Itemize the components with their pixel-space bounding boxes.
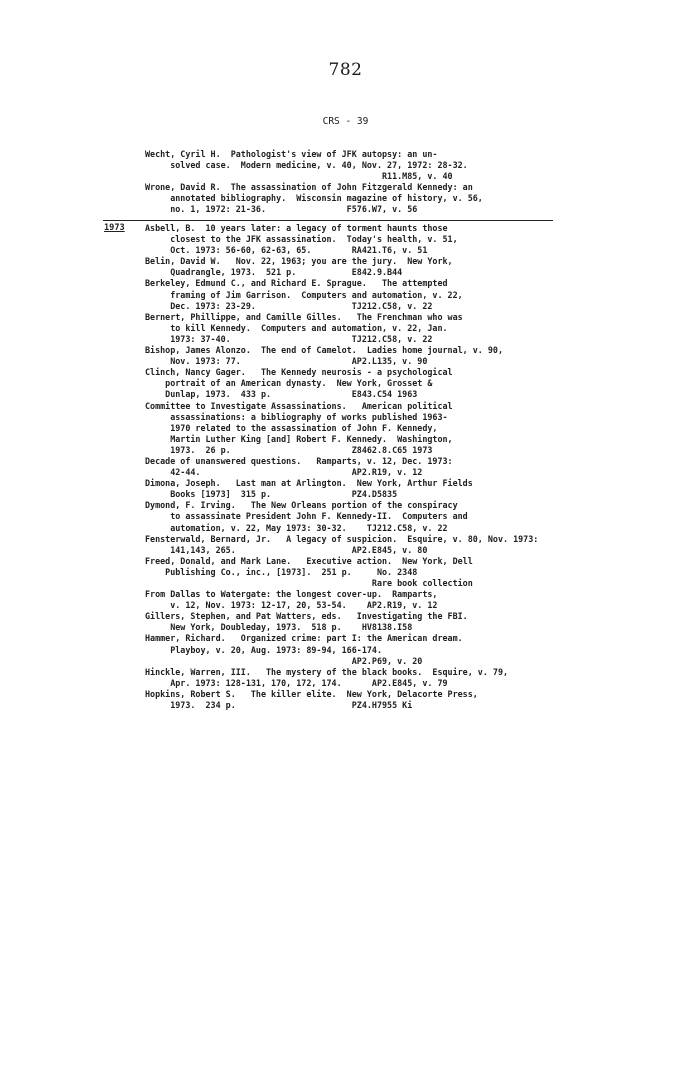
entry-line: framing of Jim Garrison. Computers and automation, v. 22, [145,289,463,300]
bibliography-entry [145,345,538,367]
entry-line: Berkeley, Edmund C., and Richard E. Sprague. The attempted [145,278,448,289]
page-number: 782 [328,60,363,80]
entry-line: 1973. 234 p. PZ4.H7955 Ki [145,700,413,711]
bibliography-entry [145,256,538,278]
entry-line: New York, Doubleday, 1973. 518 p. HV8138.I58 [145,622,413,633]
entry-line: 1970 related to the assassination of John F. Kennedy, [145,422,438,433]
bibliography-entry [145,478,538,500]
entry-line: R11.M85, v. 40 [145,171,453,182]
entry-line: Hopkins, Robert S. The killer elite. New York, Delacorte Press, [145,688,478,699]
entry-line: Dec. 1973: 23-29. TJ212.C58, v. 22 [145,300,433,311]
entry-line: Wrone, David R. The assassination of John Fitzgerald Kennedy: an [145,182,473,193]
entry-line: Bishop, James Alonzo. The end of Camelot. Ladies home journal, v. 90, [145,345,503,356]
entry-line: Apr. 1973: 128-131, 170, 172, 174. AP2.E845, v. 79 [145,677,448,688]
entry-line: Bernert, Phillippe, and Camille Gilles. The Frenchman who was [145,311,463,322]
page-header: CRS - 39 [322,116,369,127]
entry-line: Freed, Donald, and Mark Lane. Executive action. New York, Dell [145,555,473,566]
entry-line: Wecht, Cyril H. Pathologist's view of JFK autopsy: an un- [145,149,438,159]
bibliography-entry [145,633,538,666]
bibliography-entry [145,556,538,589]
bibliography-entry [145,500,538,533]
entry-line: Committee to Investigate Assassinations. American political [145,400,453,411]
bibliography-entry [145,589,538,611]
bibliography-entry [145,534,538,556]
bibliography-entry [145,278,538,311]
entry-line: automation, v. 22, May 1973: 30-32. TJ212.C58, v. 22 [145,522,448,533]
bibliography-entry [145,667,538,689]
entry-line: Books [1973] 315 p. PZ4.D5835 [145,489,398,500]
entry-line: assassinations: a bibliography of works published 1963- [145,411,448,422]
entry-line: to assassinate President John F. Kennedy-II. Computers and [145,511,468,522]
bibliography-entry [145,312,538,345]
bibliography-entry [145,689,538,711]
section-divider [103,220,553,221]
entry-line: Fensterwald, Bernard, Jr. A legacy of suspicion. Esquire, v. 80, Nov. 1973: [145,533,539,544]
bibliography-list [145,223,538,711]
entry-line: Asbell, B. 10 years later: a legacy of torment haunts those [145,223,448,233]
entry-line: annotated bibliography. Wisconsin magazine of history, v. 56, [145,193,483,204]
entry-line: Dunlap, 1973. 433 p. E843.C54 1963 [145,389,418,400]
entry-line: Dymond, F. Irving. The New Orleans portion of the conspiracy [145,500,458,511]
entry-line: AP2.P69, v. 20 [145,655,423,666]
entry-line: Belin, David W. Nov. 22, 1963; you are the jury. New York, [145,256,453,267]
entry-line: Clinch, Nancy Gager. The Kennedy neurosis - a psychological [145,367,453,378]
bibliography-entry [145,182,483,215]
entry-line: Playboy, v. 20, Aug. 1973: 89-94, 166-174. [145,644,382,655]
bibliography-entry [145,367,538,400]
entry-line: Rare book collection [145,578,473,588]
entry-line: closest to the JFK assassination. Today's health, v. 51, [145,234,458,245]
entry-line: Hinckle, Warren, III. The mystery of the black books. Esquire, v. 79, [145,666,509,677]
pre-1973-entries [145,149,483,216]
entry-line: v. 12, Nov. 1973: 12-17, 20, 53-54. AP2.R19, v. 12 [145,600,438,611]
entry-line: Martin Luther King [and] Robert F. Kennedy. Washington, [145,433,453,444]
entry-line: 141,143, 265. AP2.E845, v. 80 [145,544,428,555]
entry-line: Gillers, Stephen, and Pat Watters, eds. Investigating the FBI. [145,611,468,622]
entry-line: Hammer, Richard. Organized crime: part I: the American dream. [145,633,463,644]
entry-line: Quadrangle, 1973. 521 p. E842.9.B44 [145,267,403,278]
bibliography-entry [145,223,538,256]
entry-line: 1973: 37-40. TJ212.C58, v. 22 [145,333,433,344]
bibliography-entry [145,456,538,478]
entry-line: Oct. 1973: 56-60, 62-63, 65. RA421.T6, v. 51 [145,245,428,256]
entry-line: Publishing Co., inc., [1973]. 251 p. No. 2348 [145,566,418,577]
entry-line: 1973. 26 p. Z8462.8.C65 1973 [145,444,433,455]
entry-line: portrait of an American dynasty. New York, Grosset & [145,378,433,389]
entry-line: From Dallas to Watergate: the longest cover-up. Ramparts, [145,589,438,600]
entry-line: solved case. Modern medicine, v. 40, Nov. 27, 1972: 28-32. [145,160,468,171]
entry-line: Decade of unanswered questions. Ramparts, v. 12, Dec. 1973: [145,455,453,466]
entry-line: no. 1, 1972: 21-36. F576.W7, v. 56 [145,204,418,215]
entry-line: to kill Kennedy. Computers and automation, v. 22, Jan. [145,322,448,333]
entry-line: Dimona, Joseph. Last man at Arlington. New York, Arthur Fields [145,478,473,489]
year-label: 1973 [104,223,125,233]
bibliography-entry [145,149,483,182]
entry-line: 42-44. AP2.R19, v. 12 [145,467,423,478]
entry-line: Nov. 1973: 77. AP2.L135, v. 90 [145,356,428,367]
bibliography-entry [145,611,538,633]
bibliography-entry [145,401,538,456]
